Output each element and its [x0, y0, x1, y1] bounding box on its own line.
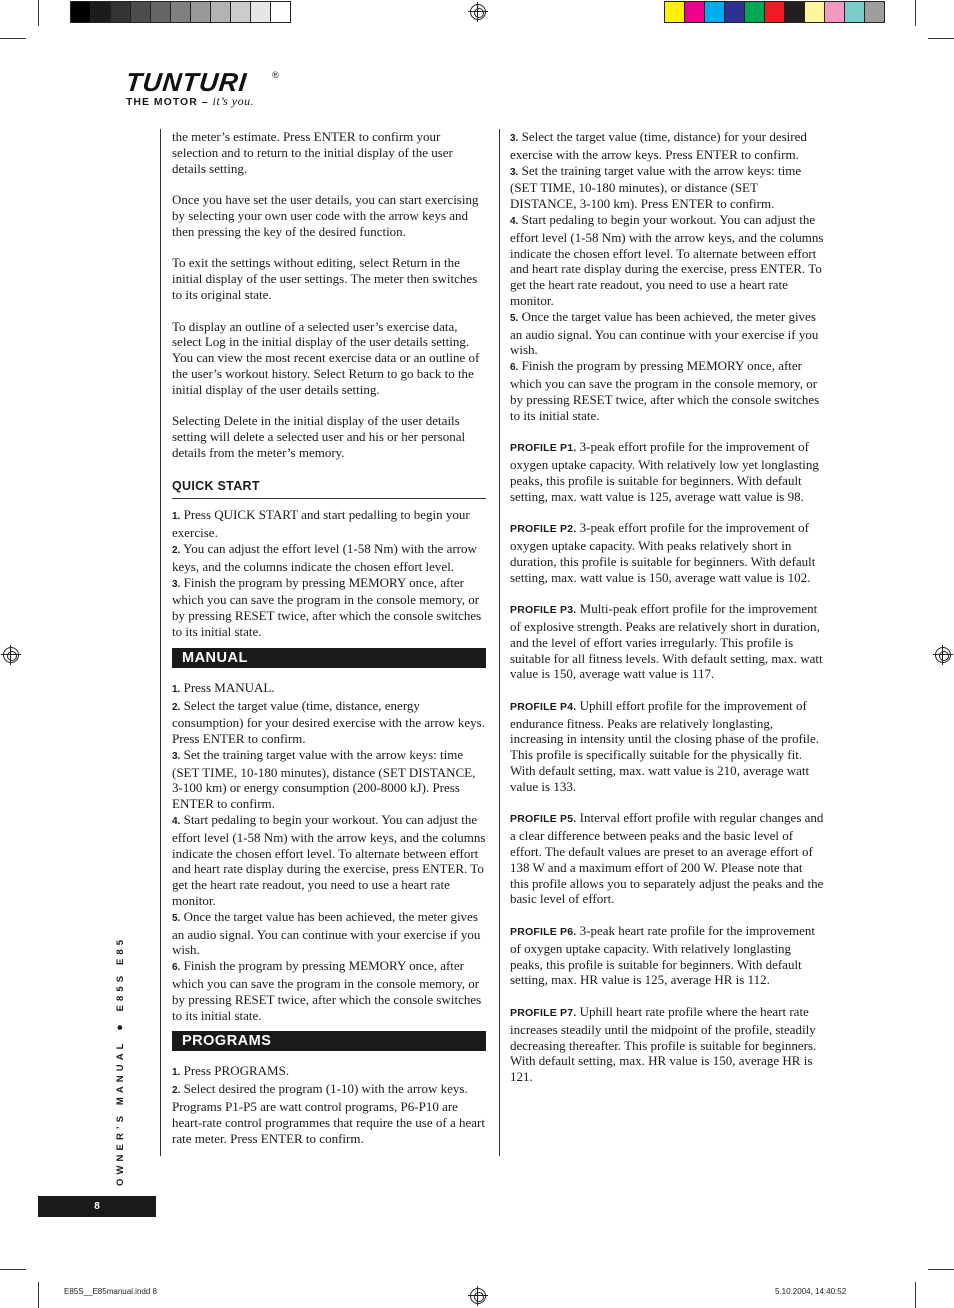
profile-label: PROFILE P2.	[510, 523, 577, 536]
left-column	[172, 129, 486, 1146]
numbered-step	[172, 909, 486, 958]
profile-description	[510, 810, 824, 907]
step-number: 3.	[172, 578, 181, 590]
body-paragraph: Once you have set the user details, you can start exercising by selecting your own user code with the arrow keys and then pressing the key of the desired function.	[172, 192, 479, 239]
crop-mark	[928, 38, 954, 39]
crop-mark	[915, 0, 916, 26]
crop-mark	[928, 1269, 954, 1270]
step-text: Select the target value (time, distance, energy consumption) for your desired exercise with the arrow keys. Press ENTER to confirm.	[172, 697, 485, 747]
step-text: Press PROGRAMS.	[183, 1063, 290, 1079]
step-number: 6.	[510, 362, 519, 374]
step-text: Set the training target value with the arrow keys: time (SET TIME, 10-180 minutes), or distance (SET DISTANCE, 3-100 km). Press ENTER to confirm.	[510, 162, 802, 212]
color-swatch	[845, 2, 865, 22]
logo-tagline: THE MOTOR – it’s you.	[126, 94, 255, 108]
profile-description	[510, 698, 824, 795]
profile-label: PROFILE P3.	[510, 604, 577, 617]
step-number: 4.	[510, 215, 519, 227]
step-number: 1.	[172, 683, 181, 695]
profile-description	[510, 1004, 824, 1085]
footer-filename: E85S__E85manual.indd 8	[64, 1287, 157, 1296]
color-swatch	[251, 2, 271, 22]
profile-description	[510, 923, 824, 988]
color-swatch	[131, 2, 151, 22]
step-text: Once the target value has been achieved, the meter gives an audio signal. You can continue with your exercise if you wish.	[172, 908, 481, 958]
quick-start-heading: QUICK START	[172, 479, 486, 500]
numbered-step	[172, 541, 486, 575]
profile-text: 3-peak effort profile for the improvement of oxygen uptake capacity. With relatively low yet longlasting peaks, this profile is suitable for beginners. With default setting, max. watt value is 125, average watt value is 98.	[510, 439, 819, 504]
body-paragraph: Selecting Delete in the initial display of the user details setting will delete a selected user and his or her personal details from the meter’s memory.	[172, 413, 466, 460]
profile-text: 3-peak heart rate profile for the improvement of oxygen uptake capacity. With relatively longlasting peaks, this profile is suitable for beginners. With default setting, max. HR value is 125, average HR is 112.	[510, 923, 815, 988]
color-swatch	[191, 2, 211, 22]
column-rule-left	[160, 129, 161, 1156]
page-number: 8	[38, 1196, 156, 1217]
profile-label: PROFILE P1.	[510, 442, 577, 455]
quick-start-steps	[172, 507, 486, 639]
footer-timestamp: 5.10.2004, 14:40:52	[775, 1287, 847, 1296]
registered-mark: ®	[272, 70, 279, 80]
color-swatch	[745, 2, 765, 22]
body-paragraph: To exit the settings without editing, select Return in the initial display of the user settings. The meter then switches to its original state.	[172, 255, 478, 302]
numbered-step	[510, 358, 824, 423]
step-number: 2.	[172, 701, 181, 713]
step-number: 1.	[172, 511, 181, 523]
step-number: 3.	[510, 166, 519, 178]
step-number: 2.	[172, 1085, 181, 1097]
manual-steps	[172, 680, 486, 1024]
color-swatch	[825, 2, 845, 22]
step-number: 3.	[510, 133, 519, 144]
crop-mark	[915, 1282, 916, 1308]
numbered-step	[172, 958, 486, 1023]
step-number: 5.	[172, 912, 181, 924]
step-number: 3.	[172, 750, 181, 762]
numbered-step	[510, 309, 824, 358]
program-steps-continued	[510, 129, 824, 423]
profiles-list	[510, 423, 824, 1085]
profile-description	[510, 601, 824, 682]
color-swatch	[91, 2, 111, 22]
crop-mark	[38, 1282, 39, 1308]
registration-mark-right	[935, 647, 951, 663]
color-swatch	[151, 2, 171, 22]
color-swatch	[725, 2, 745, 22]
intro-section	[172, 129, 486, 461]
numbered-step	[172, 747, 486, 812]
right-column	[510, 129, 824, 1085]
step-text: Once the target value has been achieved, the meter gives an audio signal. You can continue with your exercise if you wish.	[510, 308, 819, 358]
numbered-step	[172, 680, 486, 698]
profile-text: Uphill effort profile for the improvement of endurance fitness. Peaks are relatively longlasting, increasing in intensity until the closing phase of the profile. This profile is specifically suitable for the physically fit. With default setting, max. watt value is 210, average watt value is 133.	[510, 697, 820, 794]
step-number: 1.	[172, 1067, 181, 1079]
crop-mark	[0, 1269, 26, 1270]
numbered-step	[510, 212, 824, 309]
profile-text: Uphill heart rate profile where the heart rate increases steadily until the midpoint of the profile, steadily decreasing thereafter. This profile is suitable for beginners. With default setting, max. HR value is 150, average HR is 121.	[510, 1004, 817, 1085]
profile-label: PROFILE P4.	[510, 700, 577, 713]
step-text: Set the training target value with the arrow keys: time (SET TIME, 10-180 minutes), distance (SET DISTANCE, 3-100 km) or energy consumption (200-8000 kJ). Press ENTER to confirm.	[172, 746, 476, 812]
profile-text: Interval effort profile with regular changes and a clear difference between peaks and the basic level of effort. The default values are preset to an average effort of 138 W and a maximum effort of 200 W. Please note that this profile allows you to separately adjust the peaks and the basic level of effort.	[510, 810, 824, 907]
side-manual-label: OWNER’S MANUAL ● E85S E85	[114, 935, 126, 1186]
profile-label: PROFILE P7.	[510, 1007, 577, 1020]
crop-mark	[0, 38, 26, 39]
profile-text: Multi-peak effort profile for the improvement of explosive strength. Peaks are relatively short in duration, and the level of effort varies irregularly. This profile is suitable for all fitness levels. With default setting, max. watt value is 150, average watt value is 117.	[510, 601, 823, 682]
color-swatch	[685, 2, 705, 22]
color-swatch	[271, 2, 290, 22]
crop-mark	[38, 0, 39, 26]
step-number: 2.	[172, 544, 181, 556]
step-text: Finish the program by pressing MEMORY once, after which you can save the program in the console memory, or by pressing RESET twice, after which the console switches to its initial state.	[172, 958, 482, 1023]
step-number: 5.	[510, 312, 519, 324]
profile-label: PROFILE P6.	[510, 926, 577, 939]
body-paragraph: the meter’s estimate. Press ENTER to confirm your selection and to return to the initial display of the user details setting.	[172, 129, 453, 176]
step-text: Finish the program by pressing MEMORY once, after which you can save the program in the console memory, or by pressing RESET twice, after which the console switches to its initial state.	[172, 574, 482, 639]
tunturi-logo	[124, 67, 279, 109]
registration-mark-left	[3, 647, 19, 663]
numbered-step	[172, 507, 486, 541]
step-text: Select desired the program (1-10) with the arrow keys. Programs P1-P5 are watt control programs, P6-P10 are heart-rate control programmes that require the use of a heart rate meter. Press ENTER to confirm.	[172, 1081, 485, 1146]
color-swatch	[805, 2, 825, 22]
color-bar	[664, 1, 885, 23]
numbered-step	[172, 1063, 486, 1081]
color-swatch	[765, 2, 785, 22]
step-number: 4.	[172, 816, 181, 828]
numbered-step	[510, 163, 824, 212]
programs-heading: PROGRAMS	[172, 1031, 486, 1051]
body-paragraph: To display an outline of a selected user’s exercise data, select Log in the initial display of the user details setting. You can view the most recent exercise data or an outline of the user’s workout history. Select Return to go back to the initial display of the user details setting.	[172, 318, 480, 397]
profile-description	[510, 439, 824, 504]
color-swatch	[865, 2, 884, 22]
profile-text: 3-peak effort profile for the improvement of oxygen uptake capacity. With peaks relatively short in duration, this profile is suitable for beginners. With default setting, max. watt value is 150, average watt value is 102.	[510, 520, 816, 585]
profile-description	[510, 520, 824, 585]
color-swatch	[171, 2, 191, 22]
color-swatch	[785, 2, 805, 22]
step-text: Finish the program by pressing MEMORY once, after which you can save the program in the console memory, or by pressing RESET twice, after which the console switches to its initial state.	[510, 358, 820, 423]
manual-heading: MANUAL	[172, 648, 486, 668]
step-number: 6.	[172, 962, 181, 974]
profile-label: PROFILE P5.	[510, 813, 577, 826]
numbered-step	[510, 129, 824, 163]
grayscale-bar	[70, 1, 291, 23]
color-swatch	[211, 2, 231, 22]
numbered-step	[172, 698, 486, 747]
logo-wordmark: TUNTURI	[124, 67, 249, 97]
registration-mark-top	[470, 4, 486, 20]
column-rule-middle	[499, 129, 500, 1156]
programs-steps	[172, 1063, 486, 1146]
color-swatch	[111, 2, 131, 22]
step-text: Select the target value (time, distance) for your desired exercise with the arrow keys. Press ENTER to confirm.	[510, 129, 807, 162]
numbered-step	[172, 812, 486, 909]
step-text: Start pedaling to begin your workout. You can adjust the effort level (1-58 Nm) with the arrow keys, and the columns indicate the chosen effort level. To alternate between effort and heart rate display during the exercise, press ENTER. To get the heart rate readout, you need to use a heart rate monitor.	[172, 812, 486, 909]
step-text: Press QUICK START and start pedalling to begin your exercise.	[172, 507, 470, 541]
step-text: You can adjust the effort level (1-58 Nm) with the arrow keys, and the columns indicate the chosen effort level.	[172, 540, 477, 574]
step-text: Start pedaling to begin your workout. You can adjust the effort level (1-58 Nm) with the arrow keys, and the columns indicate the chosen effort level. To alternate between effort and heart rate display during the exercise, press ENTER. To get the heart rate readout, you need to use a heart rate monitor.	[510, 211, 824, 308]
registration-mark-bottom	[470, 1288, 486, 1304]
color-swatch	[705, 2, 725, 22]
step-text: Press MANUAL.	[183, 679, 275, 695]
numbered-step	[172, 575, 486, 640]
color-swatch	[231, 2, 251, 22]
color-swatch	[71, 2, 91, 22]
color-swatch	[665, 2, 685, 22]
numbered-step	[172, 1081, 486, 1146]
